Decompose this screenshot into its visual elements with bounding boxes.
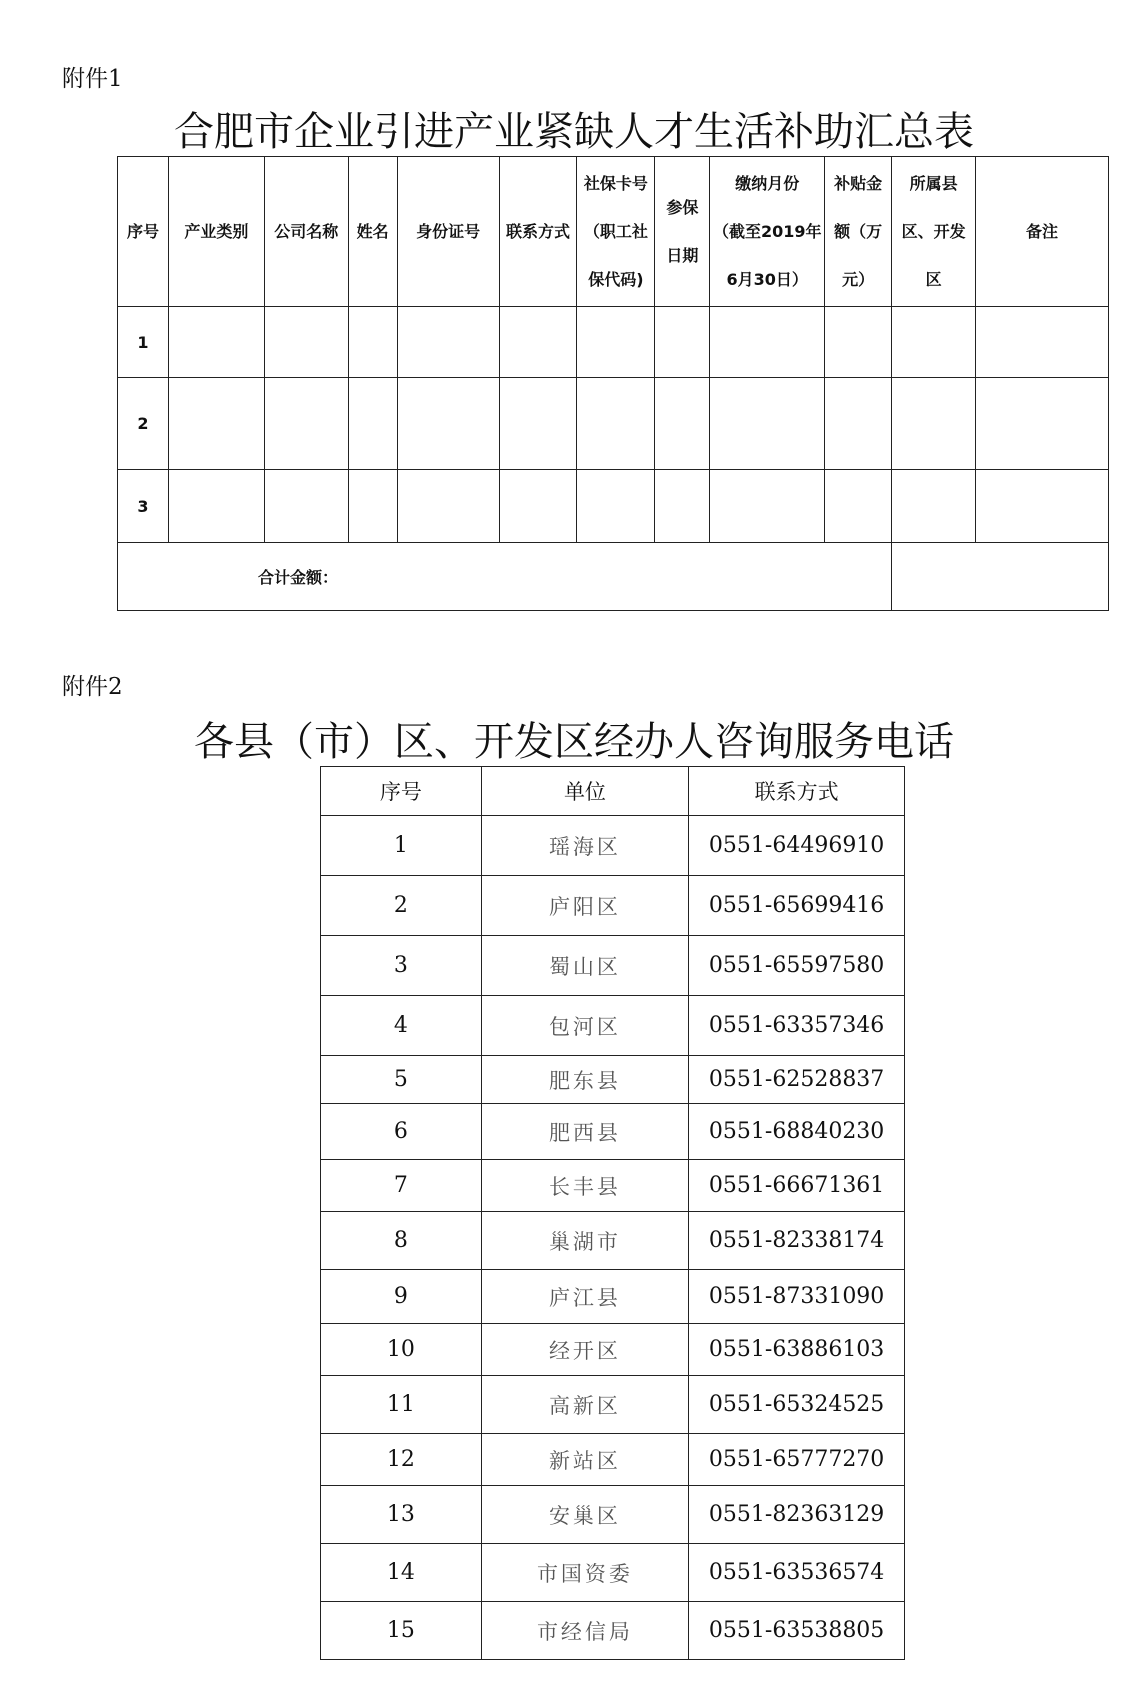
cell-unit: 市经信局 (481, 1602, 689, 1660)
header-ins-line2: 日期 (666, 245, 699, 265)
cell-unit: 安巢区 (481, 1486, 689, 1544)
total-row (118, 543, 1109, 611)
attachment2-label: 附件2 (62, 674, 123, 700)
table-row (321, 1104, 905, 1160)
cell-unit: 肥西县 (481, 1104, 689, 1160)
header-sub-line3: 元） (842, 269, 875, 289)
cell-phone: 0551-82363129 (689, 1486, 905, 1544)
row-seq: 1 (118, 307, 169, 378)
header-unit: 单位 (481, 767, 689, 816)
cell-unit: 长丰县 (481, 1160, 689, 1212)
row-seq: 2 (118, 378, 169, 470)
header-insured-date (655, 157, 710, 307)
table-row (321, 1056, 905, 1104)
header-ss-line3: 保代码) (588, 269, 644, 289)
cell-seq: 10 (321, 1324, 482, 1376)
cell-phone: 0551-64496910 (689, 816, 905, 876)
cell-phone: 0551-65699416 (689, 876, 905, 936)
cell-phone: 0551-82338174 (689, 1212, 905, 1270)
cell-unit: 庐江县 (481, 1270, 689, 1324)
header-ins-line1: 参保 (666, 197, 699, 217)
cell-unit: 肥东县 (481, 1056, 689, 1104)
cell-phone: 0551-63538805 (689, 1602, 905, 1660)
subsidy-summary-table (117, 156, 1109, 611)
table-row (321, 876, 905, 936)
attachment1-label: 附件1 (62, 66, 123, 92)
header-subsidy-amount (825, 157, 892, 307)
header-sub-line2: 额（万 (834, 221, 883, 241)
table-row (321, 1544, 905, 1602)
table-row (321, 1602, 905, 1660)
table-row (118, 378, 1109, 470)
table-row (321, 1160, 905, 1212)
table-header-row (321, 767, 905, 816)
header-ss-line1: 社保卡号 (583, 173, 648, 193)
cell-unit: 巢湖市 (481, 1212, 689, 1270)
table-header-row (118, 157, 1109, 307)
header-seq: 序号 (118, 157, 169, 307)
header-pay-line3: 6月30日） (726, 269, 808, 289)
cell-unit: 经开区 (481, 1324, 689, 1376)
header-company: 公司名称 (264, 157, 348, 307)
cell-seq: 14 (321, 1544, 482, 1602)
cell-unit: 包河区 (481, 996, 689, 1056)
cell-seq: 5 (321, 1056, 482, 1104)
cell-phone: 0551-62528837 (689, 1056, 905, 1104)
table-row (118, 470, 1109, 543)
cell-seq: 1 (321, 816, 482, 876)
header-seq: 序号 (321, 767, 482, 816)
cell-phone: 0551-63536574 (689, 1544, 905, 1602)
cell-seq: 2 (321, 876, 482, 936)
table-row (321, 1212, 905, 1270)
header-dist-line3: 区 (925, 269, 942, 289)
table-row (321, 1270, 905, 1324)
table-row (321, 816, 905, 876)
attachment2-title: 各县（市）区、开发区经办人咨询服务电话 (194, 719, 954, 765)
attachment1-title: 合肥市企业引进产业紧缺人才生活补助汇总表 (174, 109, 974, 155)
cell-unit: 庐阳区 (481, 876, 689, 936)
table-row (118, 307, 1109, 378)
table-row (321, 1486, 905, 1544)
cell-phone: 0551-66671361 (689, 1160, 905, 1212)
table-row (321, 1376, 905, 1434)
table-row (321, 936, 905, 996)
header-dist-line1: 所属县 (909, 173, 958, 193)
cell-unit: 市国资委 (481, 1544, 689, 1602)
cell-seq: 12 (321, 1434, 482, 1486)
total-amount-value (892, 543, 1109, 611)
cell-phone: 0551-65324525 (689, 1376, 905, 1434)
header-id-no: 身份证号 (397, 157, 499, 307)
header-industry: 产业类别 (168, 157, 264, 307)
cell-unit: 瑶海区 (481, 816, 689, 876)
header-pay-line2: （截至2019年 (712, 221, 822, 241)
header-sub-line1: 补贴金 (834, 173, 883, 193)
cell-phone: 0551-68840230 (689, 1104, 905, 1160)
cell-phone: 0551-63357346 (689, 996, 905, 1056)
cell-seq: 3 (321, 936, 482, 996)
header-social-security (577, 157, 655, 307)
table-row (321, 1324, 905, 1376)
table-row (321, 1434, 905, 1486)
table-row (321, 996, 905, 1056)
cell-phone: 0551-63886103 (689, 1324, 905, 1376)
header-remark: 备注 (976, 157, 1109, 307)
total-amount-label: 合计金额： (118, 543, 892, 611)
cell-unit: 蜀山区 (481, 936, 689, 996)
cell-phone: 0551-65597580 (689, 936, 905, 996)
header-pay-line1: 缴纳月份 (735, 173, 800, 193)
header-contact: 联系方式 (689, 767, 905, 816)
cell-seq: 8 (321, 1212, 482, 1270)
cell-phone: 0551-65777270 (689, 1434, 905, 1486)
cell-seq: 13 (321, 1486, 482, 1544)
contact-phone-table (320, 766, 905, 1660)
cell-phone: 0551-87331090 (689, 1270, 905, 1324)
row-seq: 3 (118, 470, 169, 543)
header-ss-line2: （职工社 (583, 221, 648, 241)
cell-seq: 6 (321, 1104, 482, 1160)
cell-seq: 15 (321, 1602, 482, 1660)
header-district (892, 157, 976, 307)
header-payment-months (710, 157, 825, 307)
header-contact: 联系方式 (499, 157, 577, 307)
header-dist-line2: 区、开发 (901, 221, 966, 241)
cell-seq: 11 (321, 1376, 482, 1434)
cell-seq: 7 (321, 1160, 482, 1212)
header-name: 姓名 (348, 157, 397, 307)
cell-unit: 高新区 (481, 1376, 689, 1434)
cell-seq: 9 (321, 1270, 482, 1324)
cell-seq: 4 (321, 996, 482, 1056)
cell-unit: 新站区 (481, 1434, 689, 1486)
